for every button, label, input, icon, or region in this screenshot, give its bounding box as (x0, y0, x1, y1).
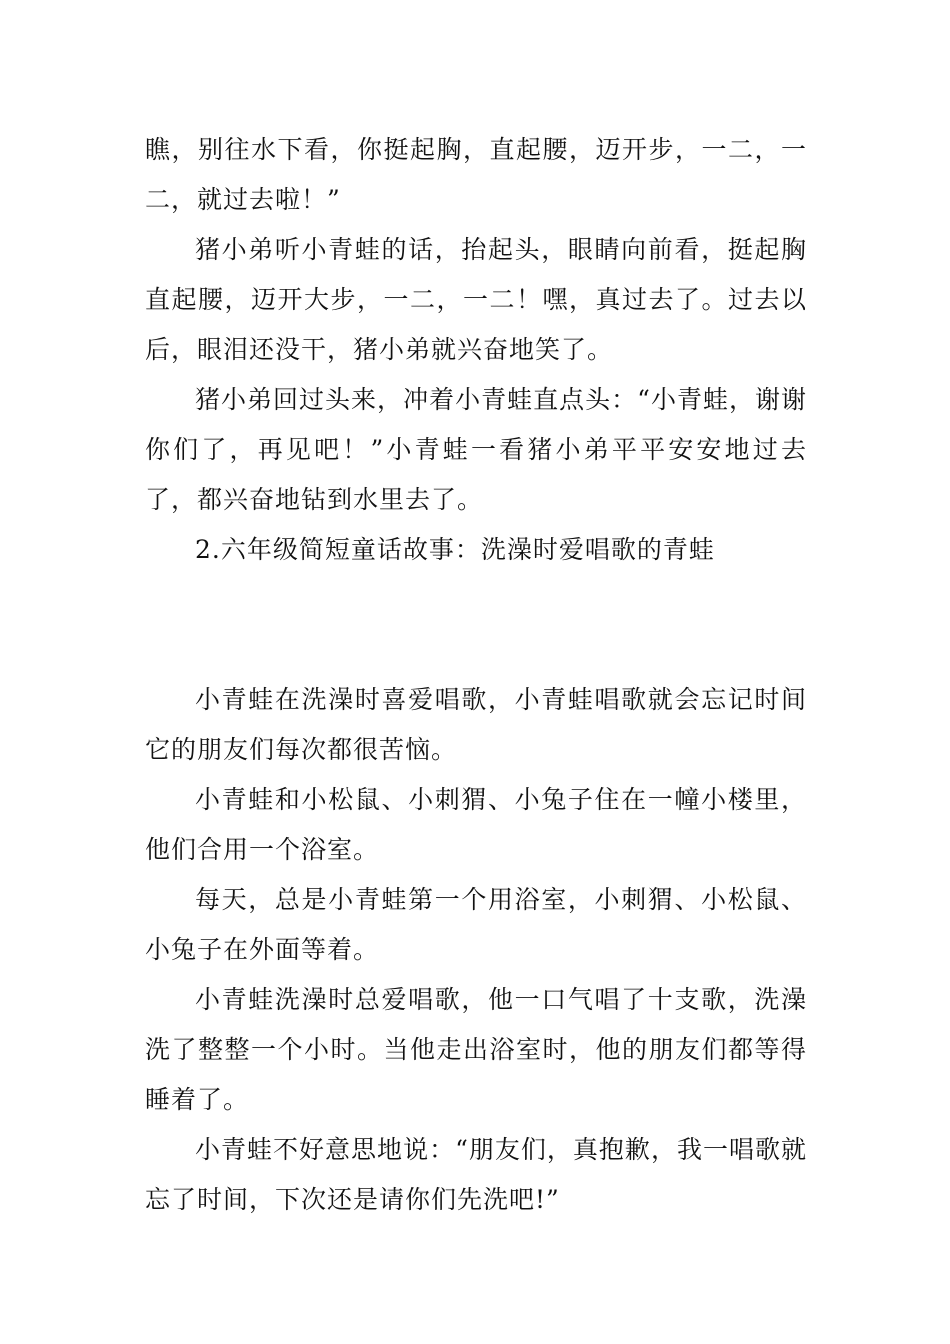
paragraph: 每天，总是小青蛙第一个用浴室，小刺猬、小松鼠、小兔子在外面等着。 (145, 885, 807, 964)
paragraph: 猪小弟回过头来，冲着小青蛙直点头：“小青蛙，谢谢你们了，再见吧！”小青蛙一看猪小弟平平安安地过去了，都兴奋地钻到水里去了。 (145, 385, 807, 514)
paragraph: 小青蛙和小松鼠、小刺猬、小兔子住在一幢小楼里，他们合用一个浴室。 (145, 785, 807, 864)
paragraph-continued: 瞧，别往水下看，你挺起胸，直起腰，迈开步，一二，一二，就过去啦！” (145, 135, 807, 214)
paragraph: 猪小弟听小青蛙的话，抬起头，眼睛向前看，挺起胸直起腰，迈开大步，一二，一二！嘿，真过去了。过去以后，眼泪还没干，猪小弟就兴奋地笑了。 (145, 235, 807, 364)
section-title: 2.六年级简短童话故事：洗澡时爱唱歌的青蛙 (195, 535, 715, 564)
paragraph: 小青蛙洗澡时总爱唱歌，他一口气唱了十支歌，洗澡洗了整整一个小时。当他走出浴室时，他的朋友们都等得睡着了。 (145, 985, 807, 1114)
paragraph: 小青蛙在洗澡时喜爱唱歌，小青蛙唱歌就会忘记时间它的朋友们每次都很苦恼。 (145, 685, 807, 764)
blank-space (145, 575, 807, 675)
paragraph: 小青蛙不好意思地说：“朋友们，真抱歉，我一唱歌就忘了时间，下次还是请你们先洗吧!” (145, 1135, 807, 1214)
document-body (145, 125, 807, 1225)
